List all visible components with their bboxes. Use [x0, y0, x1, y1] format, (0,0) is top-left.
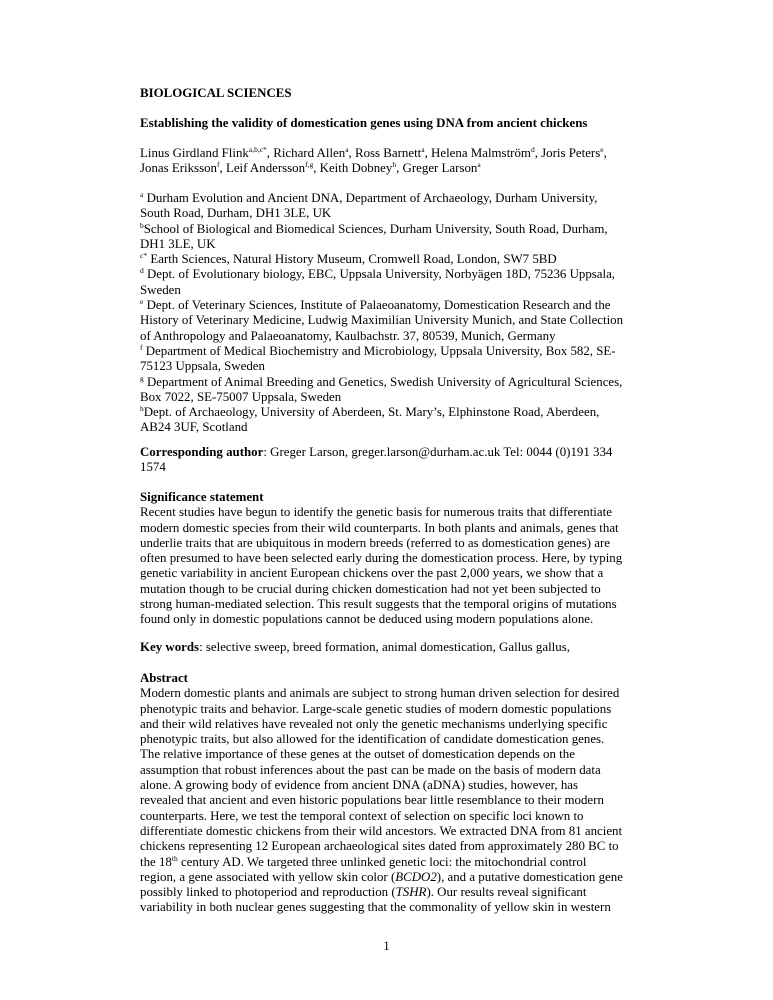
author-name: Keith Dobney: [319, 161, 393, 176]
keywords-line: [140, 640, 660, 655]
abstract-text: possibly linked to photoperiod and reproduction (: [140, 885, 396, 900]
author-affiliation-mark: e: [600, 145, 604, 154]
author-affiliation-mark: f: [217, 160, 220, 170]
author-name: Linus Girdland Flink: [140, 146, 249, 160]
author-affiliation-mark: d: [530, 145, 535, 154]
affiliation-text: Dept. of Evolutionary biology, EBC, Uppsala University, Norbyägen 18D, 75236 Uppsala,: [146, 267, 616, 282]
corresponding-line-2: 1574: [140, 460, 166, 475]
affiliation-text: Durham Evolution and Ancient DNA, Department of Archaeology, Durham University,: [146, 191, 598, 205]
affiliation-h-cont: AB24 3UF, Scotland: [140, 420, 248, 435]
significance-line: modern domestic species from their wild counterparts. In both plants and animals, genes that: [140, 520, 619, 535]
author-affiliation-mark: a: [477, 160, 481, 170]
affiliation-mark: d: [140, 266, 144, 276]
abstract-line: Modern domestic plants and animals are subject to strong human driven selection for desired: [140, 686, 620, 701]
affiliation-mark: a: [140, 190, 144, 199]
abstract-line: alone. A growing body of evidence from ancient DNA (aDNA) studies, however, has: [140, 778, 579, 793]
affiliation-b-cont: DH1 3LE, UK: [140, 236, 216, 251]
keywords: [140, 640, 660, 655]
affiliation-text: Earth Sciences, Natural History Museum, Cromwell Road, London, SW7 5BD: [150, 252, 557, 267]
author-separator: ,: [396, 161, 403, 176]
significance-line: genetic variability in ancient European chickens over the past 2,000 years, we show that a: [140, 566, 604, 581]
author-list: [140, 146, 660, 177]
affiliation-mark: f: [140, 342, 143, 352]
author-separator: ,: [534, 146, 542, 160]
author-name: Jonas Eriksson: [140, 161, 217, 176]
gene-name: BCDO2: [395, 869, 437, 884]
paper-title: Establishing the validity of domestication genes using DNA from ancient chickens: [140, 116, 588, 130]
author-name: Greger Larson: [402, 161, 478, 176]
affiliation-g-cont: Box 7022, SE-75007 Uppsala, Sweden: [140, 389, 342, 404]
author-name: Ross Barnett: [355, 146, 422, 160]
abstract-line: phenotypic traits, but also allowed for the identification of candidate domestication genes.: [140, 732, 605, 747]
corresponding-author: [140, 445, 660, 476]
affiliation-mark: b: [140, 220, 144, 230]
affiliation-c: [140, 252, 660, 267]
corresponding-line-1: [140, 445, 660, 460]
affiliation-f-cont: 75123 Uppsala, Sweden: [140, 359, 265, 374]
affiliation-f: [140, 344, 660, 359]
significance-line: found only in domestic populations cannot be deduced using modern populations alone.: [140, 612, 594, 627]
affiliation-text: School of Biological and Biomedical Sciences, Durham University, South Road, Durham,: [143, 221, 608, 236]
author-affiliation-mark: a: [345, 145, 349, 154]
author-separator: ,: [313, 161, 320, 176]
author-name: Joris Peters: [541, 146, 601, 160]
author-separator: ,: [424, 146, 432, 160]
author-name: Richard Allen: [273, 146, 346, 160]
affiliation-d: [140, 267, 660, 282]
significance-heading: Significance statement: [140, 490, 264, 504]
abstract-line: The relative importance of these genes at the outset of domestication depends on the: [140, 747, 575, 762]
abstract-text: ). Our results reveal significant: [426, 885, 587, 900]
author-line-2: [140, 161, 660, 176]
significance-line: underlie traits that are ubiquitous in modern breeds (referred to as domestication genes) are: [140, 535, 610, 550]
affiliation-text: Department of Medical Biochemistry and Microbiology, Uppsala University, Box 582, SE-: [145, 343, 616, 358]
abstract-text: region, a gene associated with yellow skin color (: [140, 869, 396, 884]
affiliation-e-cont: of Anthropology and Palaeoanatomy, Kaulbachstr. 37, 80539, Munich, Germany: [140, 328, 556, 343]
abstract-line: [140, 885, 660, 900]
affiliation-mark: g: [140, 373, 144, 383]
abstract-line: counterparts. Here, we test the temporal context of selection on specific loci known to: [140, 808, 584, 823]
affiliation-d-cont: Sweden: [140, 282, 181, 297]
section-heading: BIOLOGICAL SCIENCES: [140, 86, 292, 100]
author-separator: ,: [266, 146, 274, 160]
abstract-line: phenotypic traits and behavior. Large-scale genetic studies of modern domestic populations: [140, 701, 612, 716]
author-name: Leif Andersson: [225, 161, 306, 176]
affiliation-g: [140, 375, 660, 390]
corresponding-details: : Greger Larson, greger.larson@durham.ac.uk Tel: 0044 (0)191 334: [263, 445, 613, 459]
gene-name: TSHR: [395, 885, 427, 900]
abstract-line: [140, 870, 660, 885]
abstract-heading: Abstract: [140, 671, 188, 685]
significance-statement: [140, 490, 660, 628]
affiliation-a-cont: South Road, Durham, DH1 3LE, UK: [140, 206, 332, 221]
abstract-line: and their wild relatives have revealed not only the genetic mechanisms underlying specific: [140, 716, 608, 731]
affiliation-list: [140, 191, 660, 436]
affiliation-b: [140, 222, 660, 237]
keywords-text: : selective sweep, breed formation, animal domestication, Gallus gallus,: [199, 640, 570, 654]
abstract-line: variability in both nuclear genes suggesting that the commonality of yellow skin in western: [140, 900, 611, 915]
abstract-line: chickens representing 12 European archaeological sites dated from approximately 280 BC to: [140, 839, 619, 854]
significance-line: Recent studies have begun to identify the genetic basis for numerous traits that differentiate: [140, 505, 612, 520]
affiliation-mark: e: [140, 297, 144, 307]
corresponding-label: Corresponding author: [140, 445, 264, 459]
author-line-1: [140, 146, 660, 161]
affiliation-e-cont: History of Veterinary Medicine, Ludwig Maximilian University Munich, and State Collection: [140, 313, 624, 328]
keywords-label: Key words: [140, 640, 200, 654]
abstract: [140, 671, 660, 916]
author-separator: ,: [219, 161, 226, 176]
affiliation-text: Dept. of Veterinary Sciences, Institute of Palaeoanatomy, Domestication Research and the: [146, 298, 611, 313]
significance-line: mutation though to be crucial during chicken domestication had not yet been subjected to: [140, 581, 601, 596]
abstract-text: ), and a putative domestication gene: [436, 869, 623, 884]
author-separator: ,: [348, 146, 355, 160]
affiliation-text: Department of Animal Breeding and Genetics, Swedish University of Agricultural Sciences,: [146, 374, 623, 389]
affiliation-h: [140, 405, 660, 420]
abstract-text: century AD. We targeted three unlinked genetic loci: the mitochondrial control: [177, 854, 587, 869]
affiliation-mark: c*: [140, 251, 148, 261]
author-affiliation-mark: f,g: [305, 160, 314, 170]
affiliation-text: Dept. of Archaeology, University of Aberdeen, St. Mary’s, Elphinstone Road, Aberdeen,: [143, 405, 600, 420]
significance-line: strong human-mediated selection. This result suggests that the temporal origins of mutations: [140, 597, 617, 612]
author-affiliation-mark: a,b,c*: [248, 145, 267, 154]
author-separator: ,: [603, 146, 607, 160]
affiliation-mark: h: [140, 404, 144, 414]
page-number: 1: [383, 939, 390, 953]
ordinal-superscript: th: [171, 853, 178, 863]
abstract-line: [140, 855, 660, 870]
affiliation-a: [140, 191, 660, 206]
author-affiliation-mark: a: [421, 145, 425, 154]
abstract-line: revealed that ancient and even historic populations bear little resemblance to their modern: [140, 793, 604, 808]
abstract-text: the 18: [140, 854, 172, 869]
significance-line: often presumed to have been selected early during the domestication process. Here, by typing: [140, 551, 623, 566]
affiliation-e: [140, 298, 660, 313]
abstract-line: assumption that robust inferences about the past can be made on the basis of modern data: [140, 762, 601, 777]
author-affiliation-mark: h: [392, 160, 397, 170]
abstract-line: differentiate domestic chickens from their wild ancestors. We extracted DNA from 81 ancient: [140, 823, 623, 838]
author-name: Helena Malmström: [431, 146, 531, 160]
